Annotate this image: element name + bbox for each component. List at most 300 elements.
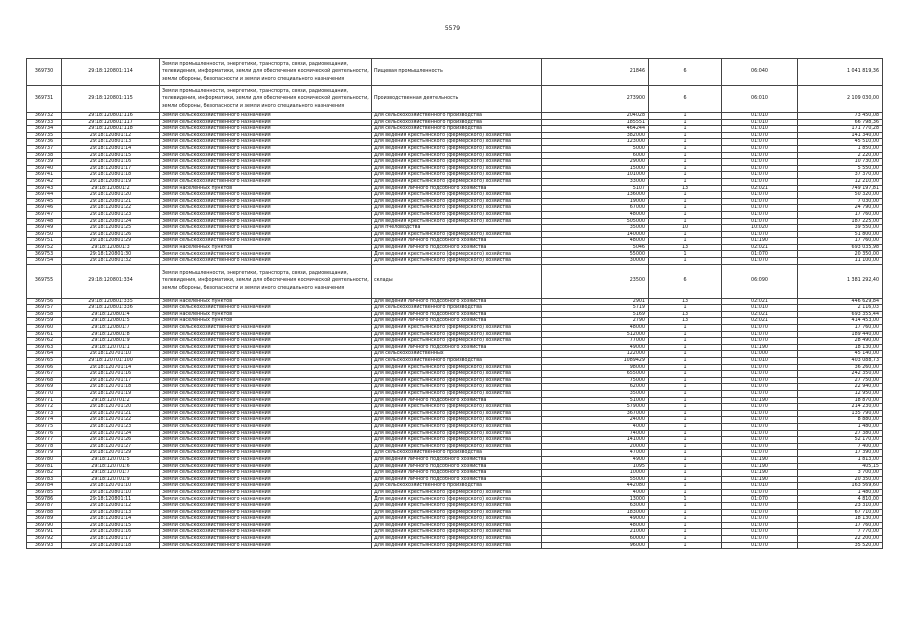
row-number-cell: 369779 <box>27 450 62 457</box>
cadastral-value-cell: 45 510,00 <box>798 139 883 146</box>
cadastral-value-cell: 12 210,00 <box>798 178 883 185</box>
table-row <box>27 338 883 345</box>
use-code-cell: 01:070 <box>722 371 798 378</box>
land-category-cell: Земли сельскохозяйственного назначения <box>160 371 372 378</box>
table-row <box>27 145 883 152</box>
table-row <box>27 126 883 133</box>
cadastral-value-cell: 18 870,00 <box>798 397 883 404</box>
table-row <box>27 305 883 312</box>
group-code-cell: 1 <box>649 331 722 338</box>
use-code-cell: 01:070 <box>722 450 798 457</box>
row-number-cell: 369770 <box>27 390 62 397</box>
table-row <box>27 437 883 444</box>
row-number-cell: 369786 <box>27 496 62 503</box>
row-number-cell: 369733 <box>27 119 62 126</box>
cadastral-number-cell: 29:18:120801:9 <box>62 338 160 345</box>
row-number-cell: 369755 <box>27 264 62 298</box>
cadastral-number-cell: 29:18:120701:17 <box>62 377 160 384</box>
cadastral-value-cell: 403 088,73 <box>798 358 883 365</box>
use-code-cell: 01:070 <box>722 205 798 212</box>
area-cell: 29000 <box>542 159 649 166</box>
table-row <box>27 358 883 365</box>
use-code-cell: 01:070 <box>722 231 798 238</box>
use-code-cell: 10:020 <box>722 225 798 232</box>
row-number-cell: 369734 <box>27 126 62 133</box>
row-number-cell: 369736 <box>27 139 62 146</box>
cadastral-number-cell: 29:18:120801:30 <box>62 251 160 258</box>
cadastral-number-cell: 29:18:120801:7 <box>62 325 160 332</box>
cadastral-number-cell: 29:18:120801:2 <box>62 185 160 192</box>
table-row <box>27 331 883 338</box>
area-cell: 4000 <box>542 489 649 496</box>
permitted-use-cell: Для ведения личного подсобного хозяйства <box>372 185 542 192</box>
row-number-cell: 369768 <box>27 377 62 384</box>
table-row <box>27 456 883 463</box>
cadastral-value-cell: 1 480,00 <box>798 489 883 496</box>
row-number-cell: 369764 <box>27 351 62 358</box>
cadastral-value-cell: 446 629,84 <box>798 298 883 305</box>
row-number-cell: 369758 <box>27 311 62 318</box>
area-cell: 77000 <box>542 338 649 345</box>
use-code-cell: 01:070 <box>722 542 798 549</box>
table-row <box>27 404 883 411</box>
group-code-cell: 1 <box>649 211 722 218</box>
table-row <box>27 159 883 166</box>
area-cell: 47000 <box>542 450 649 457</box>
use-code-cell: 01:070 <box>722 384 798 391</box>
cadastral-number-cell: 29:18:120801:13 <box>62 139 160 146</box>
row-number-cell: 369760 <box>27 325 62 332</box>
table-row <box>27 172 883 179</box>
group-code-cell: 1 <box>649 542 722 549</box>
use-code-cell: 01:070 <box>722 489 798 496</box>
group-code-cell: 1 <box>649 384 722 391</box>
permitted-use-cell: Для ведения личного подсобного хозяйства <box>372 298 542 305</box>
cadastral-number-cell: 29:18:120801:25 <box>62 225 160 232</box>
use-code-cell: 01:070 <box>722 503 798 510</box>
land-category-cell: Земли сельскохозяйственного назначения <box>160 404 372 411</box>
cadastral-number-cell: 29:18:120801:20 <box>62 192 160 199</box>
table-row <box>27 258 883 265</box>
land-category-cell: Земли сельскохозяйственного назначения <box>160 211 372 218</box>
land-category-cell: Земли сельскохозяйственного назначения <box>160 331 372 338</box>
area-cell: 35000 <box>542 225 649 232</box>
table-row <box>27 483 883 490</box>
area-cell: 63000 <box>542 503 649 510</box>
row-number-cell: 369740 <box>27 165 62 172</box>
row-number-cell: 369784 <box>27 483 62 490</box>
row-number-cell: 369761 <box>27 331 62 338</box>
land-category-cell: Земли сельскохозяйственного назначения <box>160 119 372 126</box>
land-category-cell: Земли сельскохозяйственного назначения <box>160 231 372 238</box>
land-category-cell: Земли сельскохозяйственного назначения <box>160 258 372 265</box>
area-cell: 98000 <box>542 364 649 371</box>
cadastral-number-cell: 29:18:120801:32 <box>62 258 160 265</box>
cadastral-number-cell: 29:18:120701:16 <box>62 371 160 378</box>
use-code-cell: 06:040 <box>722 59 798 86</box>
use-code-cell: 01:070 <box>722 192 798 199</box>
land-category-cell: Земли сельскохозяйственного назначения <box>160 470 372 477</box>
cadastral-number-cell: 29:18:120801:335 <box>62 298 160 305</box>
group-code-cell: 1 <box>649 404 722 411</box>
row-number-cell: 369790 <box>27 522 62 529</box>
cadastral-value-cell: 214 230,00 <box>798 404 883 411</box>
area-cell: 55000 <box>542 251 649 258</box>
land-category-cell: Земли сельскохозяйственного назначения <box>160 483 372 490</box>
permitted-use-cell: Для ведения крестьянского (фермерского) хозяйства <box>372 325 542 332</box>
land-category-cell: Земли населенных пунктов <box>160 311 372 318</box>
cadastral-value-cell: 12 950,00 <box>798 390 883 397</box>
land-category-cell: Земли сельскохозяйственного назначения <box>160 496 372 503</box>
table-row <box>27 211 883 218</box>
cadastral-value-cell: 66 798,36 <box>798 119 883 126</box>
use-code-cell: 01:070 <box>722 536 798 543</box>
group-code-cell: 1 <box>649 456 722 463</box>
land-category-cell: Земли сельскохозяйственного назначения <box>160 325 372 332</box>
use-code-cell: 06:090 <box>722 264 798 298</box>
land-category-cell: Земли промышленности, энергетики, транспорта, связи, радиовещания, телевидения, информатики, земли для обеспечения космической деятельности, земли обороны, безопасности и земли иного специального назначения <box>160 59 372 86</box>
row-number-cell: 369766 <box>27 364 62 371</box>
table-row <box>27 318 883 325</box>
cadastral-value-cell: 242 350,00 <box>798 371 883 378</box>
permitted-use-cell: Для ведения личного подсобного хозяйства <box>372 456 542 463</box>
permitted-use-cell: Для ведения крестьянского (фермерского) хозяйства <box>372 503 542 510</box>
cadastral-value-cell: 18 130,00 <box>798 516 883 523</box>
group-code-cell: 1 <box>649 238 722 245</box>
group-code-cell: 1 <box>649 145 722 152</box>
area-cell: 49000 <box>542 516 649 523</box>
cadastral-value-cell: 2 109 030,00 <box>798 86 883 113</box>
row-number-cell: 369787 <box>27 503 62 510</box>
use-code-cell: 01:070 <box>722 377 798 384</box>
land-category-cell: Земли сельскохозяйственного назначения <box>160 489 372 496</box>
group-code-cell: 1 <box>649 397 722 404</box>
cadastral-number-cell: 29:18:120801:21 <box>62 198 160 205</box>
use-code-cell: 01:010 <box>722 305 798 312</box>
group-code-cell: 1 <box>649 258 722 265</box>
cadastral-number-cell: 29:18:120801:14 <box>62 516 160 523</box>
permitted-use-cell: Для ведения крестьянского (фермерского) хозяйства <box>372 516 542 523</box>
table-row <box>27 185 883 192</box>
land-category-cell: Земли сельскохозяйственного назначения <box>160 205 372 212</box>
area-cell: 5719 <box>542 305 649 312</box>
area-cell: 4900 <box>542 456 649 463</box>
permitted-use-cell: Для сельскохозяйственного производства <box>372 113 542 120</box>
table-row <box>27 344 883 351</box>
cadastral-value-cell: 7 400,00 <box>798 443 883 450</box>
row-number-cell: 369730 <box>27 59 62 86</box>
cadastral-number-cell: 29:18:120701:5 <box>62 456 160 463</box>
cadastral-value-cell: 20 350,00 <box>798 476 883 483</box>
cadastral-value-cell: 189 440,00 <box>798 331 883 338</box>
permitted-use-cell: Для ведения крестьянского (фермерского) хозяйства <box>372 377 542 384</box>
cadastral-value-cell: 1 041 819,36 <box>798 59 883 86</box>
table-row <box>27 244 883 251</box>
permitted-use-cell: Для ведения крестьянского (фермерского) хозяйства <box>372 496 542 503</box>
table-row <box>27 119 883 126</box>
group-code-cell: 1 <box>649 489 722 496</box>
land-category-cell: Земли сельскохозяйственного назначения <box>160 364 372 371</box>
area-cell: 96000 <box>542 542 649 549</box>
cadastral-value-cell: 4 810,00 <box>798 496 883 503</box>
permitted-use-cell: Для пчеловодства <box>372 225 542 232</box>
table-row <box>27 165 883 172</box>
use-code-cell: 01:190 <box>722 470 798 477</box>
permitted-use-cell: Для ведения крестьянского (фермерского) хозяйства <box>372 404 542 411</box>
cadastral-number-cell: 29:18:120701:20 <box>62 404 160 411</box>
use-code-cell: 01:190 <box>722 238 798 245</box>
use-code-cell: 01:190 <box>722 344 798 351</box>
permitted-use-cell: Пищевая промышленность <box>372 59 542 86</box>
cadastral-value-cell: 5 550,00 <box>798 165 883 172</box>
land-category-cell: Земли сельскохозяйственного назначения <box>160 516 372 523</box>
land-category-cell: Земли сельскохозяйственного назначения <box>160 159 372 166</box>
group-code-cell: 13 <box>649 244 722 251</box>
table-row <box>27 463 883 470</box>
cadastral-number-cell: 29:18:120801:8 <box>62 331 160 338</box>
row-number-cell: 369731 <box>27 86 62 113</box>
table-row <box>27 225 883 232</box>
cadastral-value-cell: 67 710,00 <box>798 509 883 516</box>
group-code-cell: 13 <box>649 298 722 305</box>
land-category-cell: Земли населенных пунктов <box>160 298 372 305</box>
table-row <box>27 351 883 358</box>
group-code-cell: 1 <box>649 509 722 516</box>
row-number-cell: 369744 <box>27 192 62 199</box>
group-code-cell: 6 <box>649 59 722 86</box>
row-number-cell: 369769 <box>27 384 62 391</box>
area-cell: 442080 <box>542 483 649 490</box>
cadastral-value-cell: 22 200,00 <box>798 536 883 543</box>
table-row <box>27 489 883 496</box>
land-category-cell: Земли населенных пунктов <box>160 318 372 325</box>
group-code-cell: 1 <box>649 496 722 503</box>
land-category-cell: Земли населенных пунктов <box>160 244 372 251</box>
permitted-use-cell: Для ведения крестьянского (фермерского) хозяйства <box>372 251 542 258</box>
area-cell: 136000 <box>542 192 649 199</box>
row-number-cell: 369748 <box>27 218 62 225</box>
row-number-cell: 369738 <box>27 152 62 159</box>
area-cell: 655000 <box>542 371 649 378</box>
permitted-use-cell: Для ведения личного подсобного хозяйства <box>372 311 542 318</box>
land-category-cell: Земли сельскохозяйственного назначения <box>160 536 372 543</box>
use-code-cell: 01:190 <box>722 456 798 463</box>
group-code-cell: 1 <box>649 132 722 139</box>
permitted-use-cell: Для ведения крестьянского (фермерского) хозяйства <box>372 542 542 549</box>
use-code-cell: 01:070 <box>722 172 798 179</box>
land-category-cell: Земли сельскохозяйственного назначения <box>160 113 372 120</box>
use-code-cell: 01:010 <box>722 119 798 126</box>
use-code-cell: 02:021 <box>722 185 798 192</box>
row-number-cell: 369754 <box>27 258 62 265</box>
row-number-cell: 369732 <box>27 113 62 120</box>
table-row <box>27 423 883 430</box>
row-number-cell: 369778 <box>27 443 62 450</box>
table-row <box>27 496 883 503</box>
group-code-cell: 1 <box>649 536 722 543</box>
use-code-cell: 01:070 <box>722 165 798 172</box>
table-row <box>27 371 883 378</box>
group-code-cell: 1 <box>649 305 722 312</box>
permitted-use-cell: Для ведения личного подсобного хозяйства <box>372 476 542 483</box>
table-row <box>27 264 883 298</box>
permitted-use-cell: Производственная деятельность <box>372 86 542 113</box>
use-code-cell: 02:021 <box>722 318 798 325</box>
cadastral-value-cell: 52 170,00 <box>798 437 883 444</box>
row-number-cell: 369763 <box>27 344 62 351</box>
table-row <box>27 516 883 523</box>
group-code-cell: 1 <box>649 113 722 120</box>
cadastral-value-cell: 23 310,00 <box>798 503 883 510</box>
land-category-cell: Земли сельскохозяйственного назначения <box>160 218 372 225</box>
land-category-cell: Земли сельскохозяйственного назначения <box>160 430 372 437</box>
group-code-cell: 1 <box>649 119 722 126</box>
row-number-cell: 369782 <box>27 470 62 477</box>
permitted-use-cell: Для сельскохозяйственного производства <box>372 305 542 312</box>
row-number-cell: 369776 <box>27 430 62 437</box>
row-number-cell: 369747 <box>27 211 62 218</box>
cadastral-value-cell: 35 520,00 <box>798 542 883 549</box>
table-row <box>27 384 883 391</box>
table-row <box>27 364 883 371</box>
table-row <box>27 298 883 305</box>
permitted-use-cell: Для ведения крестьянского (фермерского) хозяйства <box>372 211 542 218</box>
row-number-cell: 369746 <box>27 205 62 212</box>
land-category-cell: Земли сельскохозяйственного назначения <box>160 456 372 463</box>
table-row <box>27 218 883 225</box>
use-code-cell: 01:070 <box>722 516 798 523</box>
land-category-cell: Земли сельскохозяйственного назначения <box>160 251 372 258</box>
area-cell: 1095 <box>542 463 649 470</box>
permitted-use-cell: Для ведения личного подсобного хозяйства <box>372 397 542 404</box>
area-cell: 10000 <box>542 470 649 477</box>
table-row <box>27 178 883 185</box>
use-code-cell: 02:021 <box>722 244 798 251</box>
cadastral-value-cell: 51 800,00 <box>798 231 883 238</box>
table-row <box>27 132 883 139</box>
permitted-use-cell: Для ведения крестьянского (фермерского) хозяйства <box>372 132 542 139</box>
land-category-cell: Земли сельскохозяйственного назначения <box>160 476 372 483</box>
area-cell: 21000 <box>542 529 649 536</box>
cadastral-number-cell: 29:18:120801:19 <box>62 178 160 185</box>
cadastral-number-cell: 29:18:120801:26 <box>62 231 160 238</box>
cadastral-value-cell: 693 355,44 <box>798 311 883 318</box>
permitted-use-cell: Для ведения крестьянского (фермерского) хозяйства <box>372 390 542 397</box>
row-number-cell: 369780 <box>27 456 62 463</box>
cadastral-number-cell: 29:18:120801:18 <box>62 542 160 549</box>
use-code-cell: 01:070 <box>722 325 798 332</box>
cadastral-value-cell: 1 480,00 <box>798 423 883 430</box>
use-code-cell: 01:070 <box>722 251 798 258</box>
area-cell: 60000 <box>542 536 649 543</box>
group-code-cell: 1 <box>649 205 722 212</box>
cadastral-number-cell: 29:18:120801:14 <box>62 145 160 152</box>
permitted-use-cell: Для ведения крестьянского (фермерского) хозяйства <box>372 509 542 516</box>
group-code-cell: 1 <box>649 483 722 490</box>
row-number-cell: 369788 <box>27 509 62 516</box>
table-row <box>27 509 883 516</box>
land-category-cell: Земли населенных пунктов <box>160 185 372 192</box>
cadastral-value-cell: 17 760,00 <box>798 325 883 332</box>
area-cell: 464244 <box>542 126 649 133</box>
cadastral-number-cell: 29:18:120701:23 <box>62 423 160 430</box>
cadastral-value-cell: 141 340,00 <box>798 132 883 139</box>
group-code-cell: 1 <box>649 470 722 477</box>
land-category-cell: Земли сельскохозяйственного назначения <box>160 437 372 444</box>
cadastral-value-cell: 1 850,00 <box>798 145 883 152</box>
table-row <box>27 503 883 510</box>
row-number-cell: 369792 <box>27 536 62 543</box>
cadastral-number-cell: 29:18:120701:21 <box>62 410 160 417</box>
group-code-cell: 1 <box>649 410 722 417</box>
cadastral-number-cell: 29:18:120801:334 <box>62 264 160 298</box>
cadastral-number-cell: 29:18:120801:24 <box>62 218 160 225</box>
group-code-cell: 1 <box>649 417 722 424</box>
group-code-cell: 1 <box>649 443 722 450</box>
area-cell: 33000 <box>542 178 649 185</box>
permitted-use-cell: Для сельскохозяйственного производства <box>372 450 542 457</box>
land-category-cell: Земли сельскохозяйственного назначения <box>160 529 372 536</box>
row-number-cell: 369791 <box>27 529 62 536</box>
use-code-cell: 01:070 <box>722 218 798 225</box>
cadastral-number-cell: 29:18:120701:7 <box>62 470 160 477</box>
cadastral-value-cell: 414 453,00 <box>798 318 883 325</box>
cadastral-number-cell: 29:18:120801:117 <box>62 119 160 126</box>
table-row <box>27 476 883 483</box>
permitted-use-cell: Для ведения крестьянского (фермерского) хозяйства <box>372 218 542 225</box>
row-number-cell: 369750 <box>27 231 62 238</box>
table-row <box>27 139 883 146</box>
cadastral-value-cell: 10 730,00 <box>798 159 883 166</box>
cadastral-number-cell: 29:18:120801:115 <box>62 86 160 113</box>
area-cell: 5046 <box>542 244 649 251</box>
permitted-use-cell: Для ведения личного подсобного хозяйства <box>372 344 542 351</box>
table-row <box>27 113 883 120</box>
cadastral-value-cell: 693 035,98 <box>798 244 883 251</box>
use-code-cell: 01:070 <box>722 443 798 450</box>
cadastral-number-cell: 29:18:120801:114 <box>62 59 160 86</box>
cadastral-value-cell: 28 490,00 <box>798 338 883 345</box>
land-category-cell: Земли сельскохозяйственного назначения <box>160 443 372 450</box>
table-row <box>27 529 883 536</box>
use-code-cell: 01:070 <box>722 198 798 205</box>
table-row <box>27 522 883 529</box>
permitted-use-cell: Для ведения крестьянского (фермерского) хозяйства <box>372 489 542 496</box>
row-number-cell: 369749 <box>27 225 62 232</box>
area-cell: 382000 <box>542 132 649 139</box>
cadastral-value-cell: 24 790,00 <box>798 205 883 212</box>
group-code-cell: 1 <box>649 476 722 483</box>
group-code-cell: 1 <box>649 178 722 185</box>
permitted-use-cell: Для ведения крестьянского (фермерского) хозяйства <box>372 410 542 417</box>
use-code-cell: 01:070 <box>722 331 798 338</box>
permitted-use-cell: Для сельскохозяйственного производства <box>372 126 542 133</box>
cadastral-value-cell: 7 770,00 <box>798 529 883 536</box>
use-code-cell: 01:070 <box>722 404 798 411</box>
permitted-use-cell: Для ведения крестьянского (фермерского) хозяйства <box>372 423 542 430</box>
cadastral-number-cell: 29:18:120701:29 <box>62 450 160 457</box>
use-code-cell: 01:070 <box>722 364 798 371</box>
area-cell: 5000 <box>542 145 649 152</box>
cadastral-number-cell: 29:18:120701:1 <box>62 344 160 351</box>
cadastral-value-cell: 20 350,00 <box>798 251 883 258</box>
land-category-cell: Земли сельскохозяйственного назначения <box>160 503 372 510</box>
cadastral-value-cell: 749 197,81 <box>798 185 883 192</box>
cadastral-number-cell: 29:18:120801:11 <box>62 496 160 503</box>
land-category-cell: Земли сельскохозяйственного назначения <box>160 338 372 345</box>
row-number-cell: 369759 <box>27 318 62 325</box>
permitted-use-cell: склады <box>372 264 542 298</box>
